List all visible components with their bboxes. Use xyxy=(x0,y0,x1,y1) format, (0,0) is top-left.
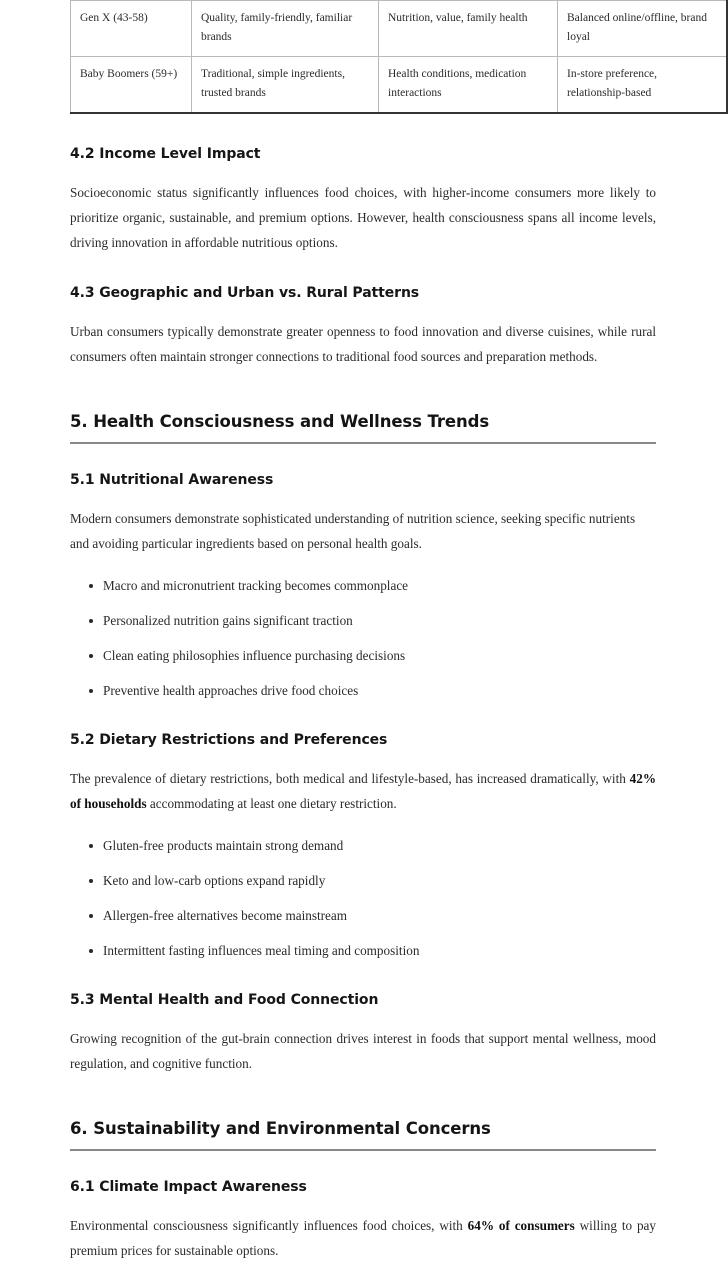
list-item: Macro and micronutrient tracking becomes commonplace xyxy=(70,577,656,595)
page-content xyxy=(70,0,707,1263)
paragraph-5-1: Modern consumers demonstrate sophisticated understanding of nutrition science, seeking specific nutrients and avoiding particular ingredients based on personal health goals. xyxy=(70,511,636,551)
list-item: Gluten-free products maintain strong demand xyxy=(70,837,656,855)
list-item: Allergen-free alternatives become mainstream xyxy=(70,907,656,925)
list-item: Intermittent fasting influences meal timing and composition xyxy=(70,942,656,960)
table-cell-preferences: Quality, family-friendly, familiar brands xyxy=(192,1,379,57)
heading-5-health-consciousness: 5. Health Consciousness and Wellness Trends xyxy=(70,411,656,444)
table-cell-concerns: Health conditions, medication interactions xyxy=(379,57,558,114)
table-cell-concerns: Nutrition, value, family health xyxy=(379,1,558,57)
list-item: Clean eating philosophies influence purchasing decisions xyxy=(70,647,656,665)
paragraph-6-1-highlight: 64% of consumers xyxy=(467,1218,575,1233)
heading-6-1-climate-impact-awareness: 6.1 Climate Impact Awareness xyxy=(70,1179,307,1195)
table-cell-behavior: Balanced online/offline, brand loyal xyxy=(558,1,728,57)
list-item: Personalized nutrition gains significant traction xyxy=(70,612,656,630)
generational-persona-table xyxy=(70,0,728,114)
paragraph-6-1 xyxy=(70,1213,656,1263)
heading-4-2-income-level-impact: 4.2 Income Level Impact xyxy=(70,146,261,162)
paragraph-4-3: Urban consumers typically demonstrate greater openness to food innovation and diverse cuisines, while rural consumers often maintain stronger connections to traditional food sources and preparation methods. xyxy=(70,324,656,364)
paragraph-5-3: Growing recognition of the gut-brain connection drives interest in foods that support mental wellness, mood regulation, and cognitive function. xyxy=(70,1031,656,1071)
table-row xyxy=(71,1,728,57)
list-item: Keto and low-carb options expand rapidly xyxy=(70,872,656,890)
paragraph-6-1-text-after: willing to pay premium prices for sustainable options. xyxy=(70,1218,657,1258)
heading-5-3-mental-health-food: 5.3 Mental Health and Food Connection xyxy=(70,992,379,1008)
paragraph-5-2-text-before: The prevalence of dietary restrictions, both medical and lifestyle-based, has increased dramatically, with xyxy=(70,771,630,786)
heading-5-1-nutritional-awareness: 5.1 Nutritional Awareness xyxy=(70,472,274,488)
list-item: Preventive health approaches drive food choices xyxy=(70,682,656,700)
paragraph-6-1-text-before: Environmental consciousness significantly influences food choices, with xyxy=(70,1218,468,1233)
table-cell-preferences: Traditional, simple ingredients, trusted brands xyxy=(192,57,379,114)
table-cell-generation: Gen X (43-58) xyxy=(71,1,192,57)
table-cell-generation: Baby Boomers (59+) xyxy=(71,57,192,114)
table-cell-behavior: In-store preference, relationship-based xyxy=(558,57,728,114)
bullet-list-5-1 xyxy=(70,577,656,700)
heading-4-3-geographic-urban-rural: 4.3 Geographic and Urban vs. Rural Patterns xyxy=(70,285,420,301)
paragraph-4-2: Socioeconomic status significantly influences food choices, with higher-income consumers more likely to prioritize organic, sustainable, and premium options. However, health consciousness spans all income levels, driving innovation in affordable nutritious options. xyxy=(70,185,656,250)
paragraph-5-2-text-after: accommodating at least one dietary restriction. xyxy=(146,796,397,811)
table-row xyxy=(71,57,728,114)
paragraph-5-2-highlight: 42% of households xyxy=(70,771,656,811)
heading-5-2-dietary-restrictions: 5.2 Dietary Restrictions and Preferences xyxy=(70,732,388,748)
paragraph-5-2 xyxy=(70,766,656,816)
heading-6-sustainability: 6. Sustainability and Environmental Concerns xyxy=(70,1118,656,1151)
bullet-list-5-2 xyxy=(70,837,656,960)
